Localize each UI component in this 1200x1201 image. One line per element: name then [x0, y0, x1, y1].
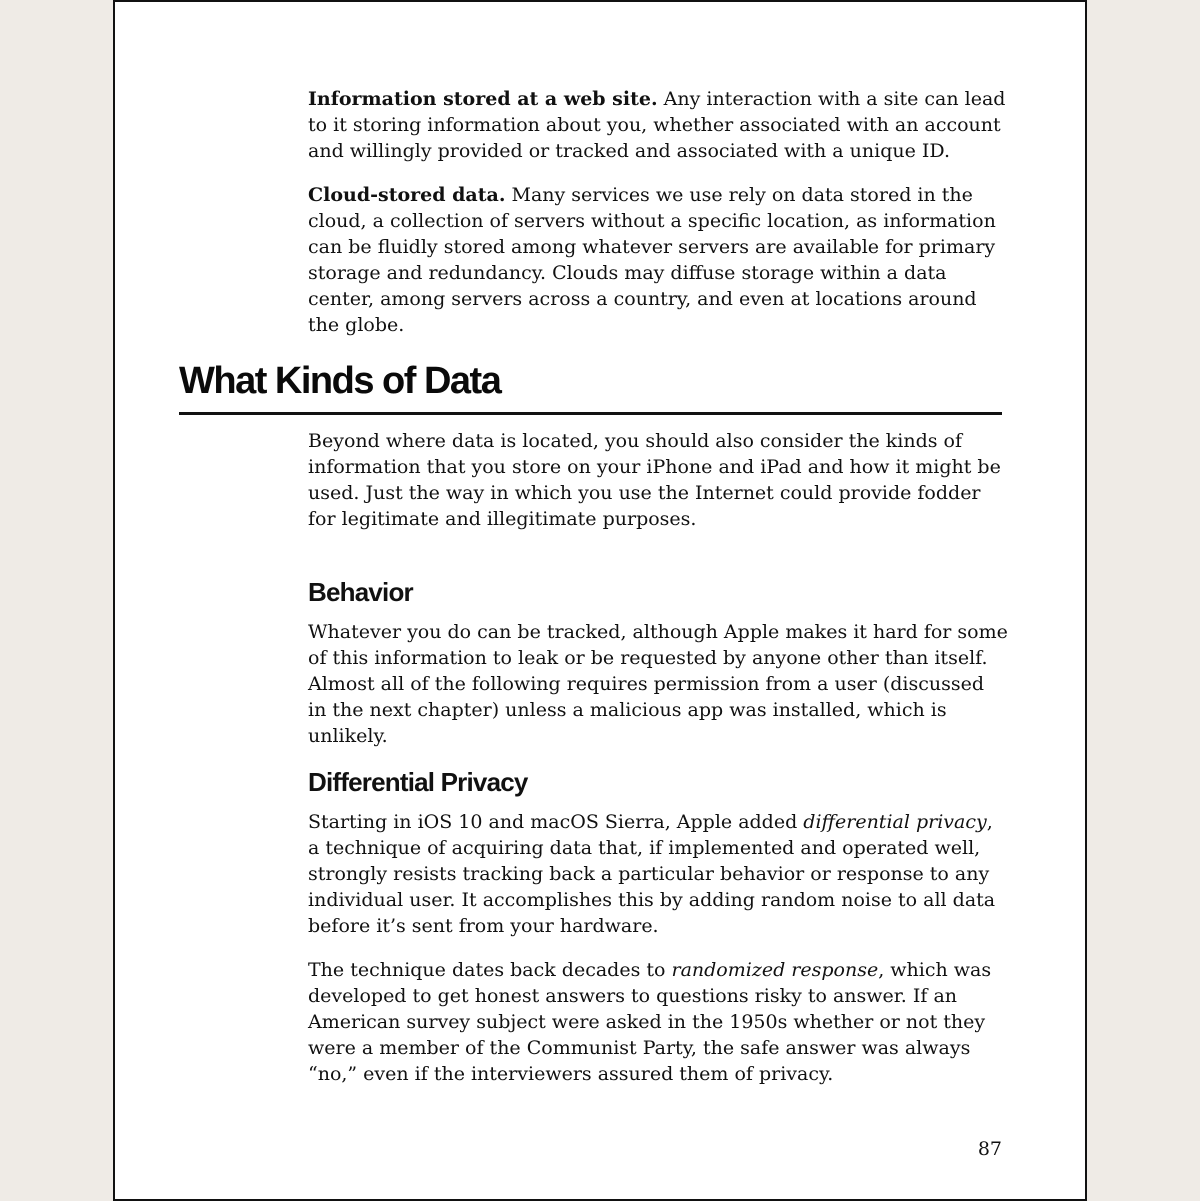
- term-differential-privacy: differential privacy: [803, 811, 987, 833]
- paragraph-kinds-intro: Beyond where data is located, you should also consider the kinds of information that you store on your iPhone and iPad and how it might be used. Just the way in which you use the Internet could provide fodder for legitimate and illegitimate purposes.: [308, 430, 1001, 530]
- subheading-behavior: Behavior: [308, 577, 413, 607]
- paragraph-differential-1: [308, 809, 1008, 939]
- text-website: Any interaction with a site can lead to it storing information about you, whether associated with an account and willingly provided or tracked and associated with a unique ID.: [308, 88, 1006, 162]
- heading-rule: [179, 412, 1002, 415]
- text-diff2-after: , which was developed to get honest answers to questions risky to answer. If an American survey subject were asked in the 1950s whether or not they were a member of the Communist Party, the safe answer was always “no,” even if the interviewers assured them of privacy.: [308, 959, 992, 1085]
- text-diff1-before: Starting in iOS 10 and macOS Sierra, Apple added: [308, 811, 804, 833]
- text-cloud: Many services we use rely on data stored in the cloud, a collection of servers without a specific location, as information can be fluidly stored among whatever servers are available for primary storage and redundancy. Clouds may diffuse storage within a data center, among servers across a country, and even at locations around the globe.: [308, 184, 996, 336]
- subheading-differential-privacy: Differential Privacy: [308, 767, 528, 797]
- text-diff1-after: , a technique of acquiring data that, if implemented and operated well, strongly resists tracking back a particular behavior or response to any individual user. It accomplishes this by adding random noise to all data before it’s sent from your hardware.: [308, 811, 996, 937]
- page-number: 87: [977, 1138, 1002, 1160]
- term-randomized-response: randomized response: [671, 959, 879, 981]
- paragraph-differential-2: [308, 957, 1008, 1087]
- paragraph-behavior: Whatever you do can be tracked, although Apple makes it hard for some of this information to leak or be requested by anyone other than itself. Almost all of the following requires permission from a user (discussed in the next chapter) unless a malicious app was installed, which is unlikely.: [308, 621, 1008, 747]
- paragraph-cloud: [308, 182, 1008, 338]
- lead-cloud: Cloud-stored data.: [308, 184, 506, 206]
- lead-website: Information stored at a web site.: [308, 88, 658, 110]
- book-page: [113, 0, 1087, 1201]
- paragraph-website: [308, 86, 1008, 164]
- text-diff2-before: The technique dates back decades to: [308, 959, 672, 981]
- section-heading: What Kinds of Data: [179, 360, 501, 402]
